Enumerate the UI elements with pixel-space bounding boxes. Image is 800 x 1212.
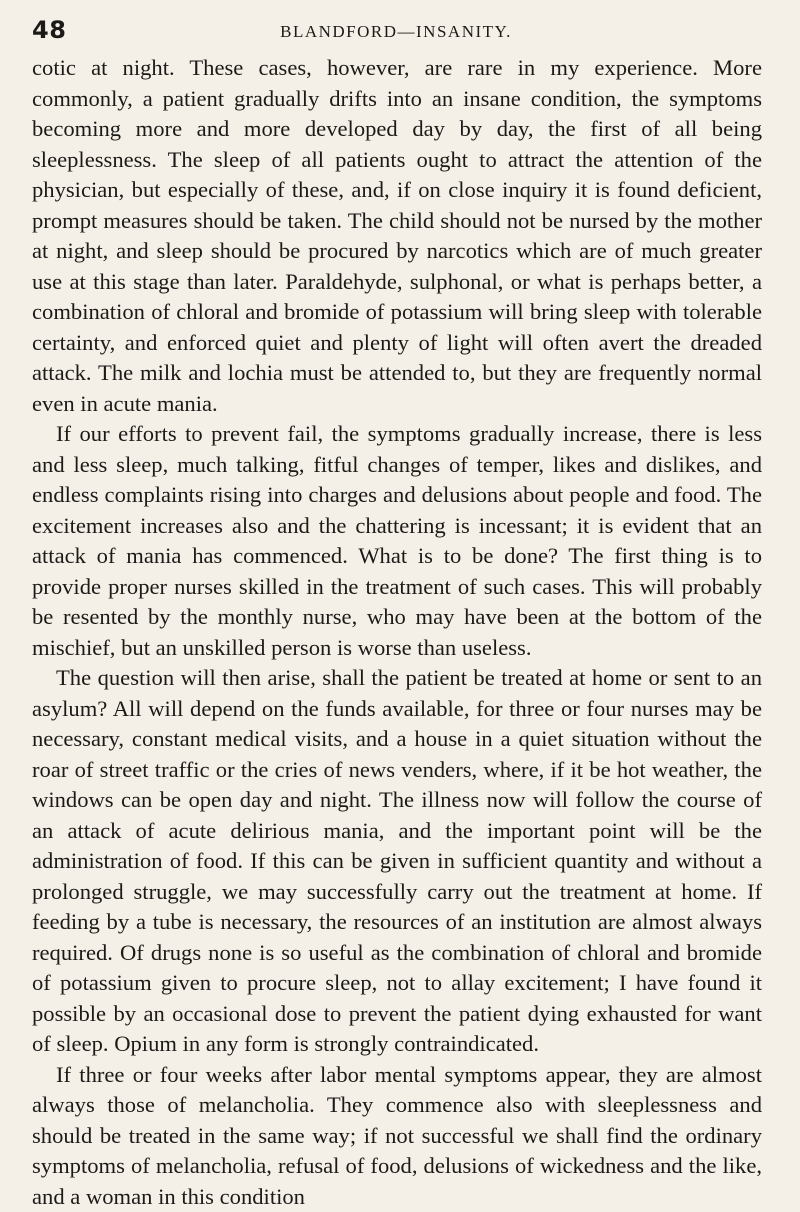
- page-header: [32, 12, 760, 52]
- paragraph: If our efforts to prevent fail, the symptoms gradually increase, there is less and less sleep, much talking, fitful changes of temper, likes and dislikes, and endless complaints rising into charges and delusions about people and food. The excitement increases also and the chattering is incessant; it is evident that an attack of mania has commenced. What is to be done? The first thing is to provide proper nurses skilled in the treatment of such cases. This will probably be resented by the monthly nurse, who may have been at the bottom of the mischief, but an unskilled person is worse than useless.: [32, 419, 762, 663]
- running-head: BLANDFORD—INSANITY.: [32, 22, 760, 42]
- body-text: [32, 53, 762, 1212]
- paragraph: The question will then arise, shall the patient be treated at home or sent to an asylum? All will depend on the funds available, for three or four nurses may be necessary, constant medical visits, and a house in a quiet situation without the roar of street traffic or the cries of news venders, where, if it be hot weather, the windows can be open day and night. The illness now will follow the course of an attack of acute delirious mania, and the important point will be the administration of food. If this can be given in sufficient quantity and without a prolonged struggle, we may successfully carry out the treatment at home. If feeding by a tube is necessary, the resources of an institution are almost always required. Of drugs none is so useful as the combination of chloral and bromide of potassium given to procure sleep, not to allay excitement; I have found it possible by an occasional dose to prevent the patient dying exhausted for want of sleep. Opium in any form is strongly contraindicated.: [32, 663, 762, 1060]
- page-number: 48: [32, 16, 66, 44]
- paragraph-continued: cotic at night. These cases, however, are rare in my experience. More commonly, a patient gradually drifts into an insane condition, the symptoms becoming more and more developed day by day, the first of all being sleeplessness. The sleep of all patients ought to attract the attention of the physician, but especially of these, and, if on close inquiry it is found deficient, prompt measures should be taken. The child should not be nursed by the mother at night, and sleep should be procured by narcotics which are of much greater use at this stage than later. Paraldehyde, sulphonal, or what is perhaps better, a combination of chloral and bromide of potassium will bring sleep with tolerable certainty, and enforced quiet and plenty of light will often avert the dreaded attack. The milk and lochia must be attended to, but they are frequently normal even in acute mania.: [32, 53, 762, 419]
- paragraph: If three or four weeks after labor mental symptoms appear, they are almost always those of melancholia. They commence also with sleeplessness and should be treated in the same way; if not successful we shall find the ordinary symptoms of melancholia, refusal of food, delusions of wickedness and the like, and a woman in this condition: [32, 1060, 762, 1212]
